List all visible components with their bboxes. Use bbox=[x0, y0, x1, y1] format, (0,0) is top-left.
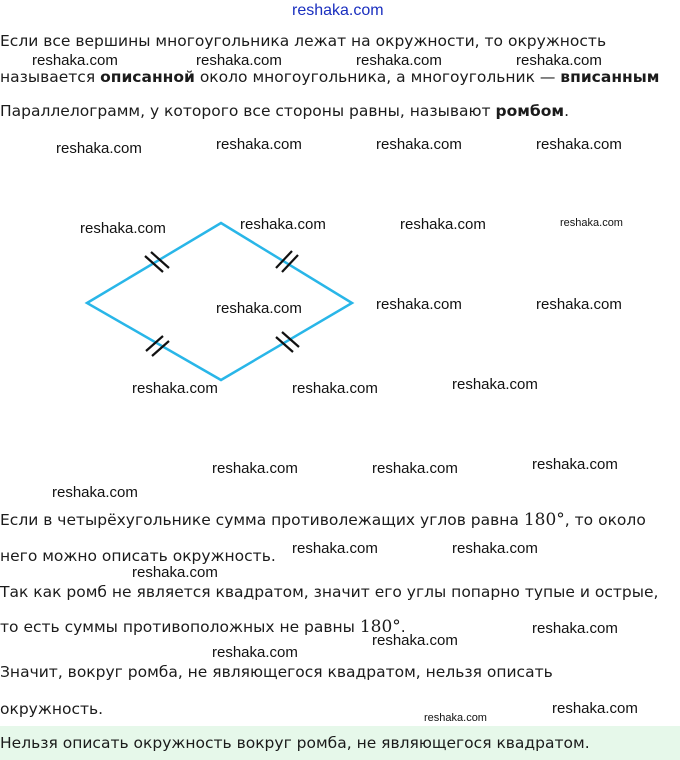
watermark: reshaka.com bbox=[372, 632, 458, 649]
solution-p1-line-2: него можно описать окружность. bbox=[0, 547, 276, 565]
watermark: reshaka.com bbox=[216, 136, 302, 153]
watermark: reshaka.com bbox=[560, 217, 623, 229]
watermark: reshaka.com bbox=[516, 52, 602, 69]
answer-banner: Нельзя описать окружность вокруг ромба, не являющегося квадратом. bbox=[0, 726, 680, 760]
watermark: reshaka.com bbox=[452, 540, 538, 557]
watermark: reshaka.com bbox=[212, 644, 298, 661]
watermark: reshaka.com bbox=[372, 460, 458, 477]
rhombus-definition: Параллелограмм, у которого все стороны равны, называют ромбом. bbox=[0, 102, 570, 120]
watermark: reshaka.com bbox=[56, 140, 142, 157]
watermark: reshaka.com bbox=[292, 380, 378, 397]
watermark: reshaka.com bbox=[132, 564, 218, 581]
solution-p2-line-2: то есть суммы противоположных не равны 180°. bbox=[0, 617, 406, 637]
term-inscribed: вписанным bbox=[560, 68, 660, 86]
watermark: reshaka.com bbox=[536, 296, 622, 313]
watermark: reshaka.com bbox=[32, 52, 118, 69]
watermark: reshaka.com bbox=[292, 2, 384, 19]
watermark: reshaka.com bbox=[532, 620, 618, 637]
solution-p3-line-2: окружность. bbox=[0, 700, 104, 718]
solution-p1-line-1: Если в четырёхугольнике сумма противолежащих углов равна 180°, то около bbox=[0, 510, 646, 530]
watermark: reshaka.com bbox=[216, 300, 302, 317]
watermark: reshaka.com bbox=[52, 484, 138, 501]
term-circumscribed: описанной bbox=[100, 68, 195, 86]
watermark: reshaka.com bbox=[292, 540, 378, 557]
watermark: reshaka.com bbox=[196, 52, 282, 69]
watermark: reshaka.com bbox=[536, 136, 622, 153]
watermark: reshaka.com bbox=[452, 376, 538, 393]
watermark: reshaka.com bbox=[376, 136, 462, 153]
angle-sum-value: 180° bbox=[359, 617, 401, 637]
watermark: reshaka.com bbox=[80, 220, 166, 237]
definition-line-1: Если все вершины многоугольника лежат на окружности, то окружность bbox=[0, 32, 607, 50]
watermark: reshaka.com bbox=[400, 216, 486, 233]
solution-p2-line-1: Так как ромб не является квадратом, значит его углы попарно тупые и острые, bbox=[0, 583, 659, 601]
watermark: reshaka.com bbox=[552, 700, 638, 717]
watermark: reshaka.com bbox=[132, 380, 218, 397]
watermark: reshaka.com bbox=[424, 712, 487, 724]
watermark: reshaka.com bbox=[240, 216, 326, 233]
term-rhombus: ромбом bbox=[495, 102, 565, 120]
watermark: reshaka.com bbox=[532, 456, 618, 473]
definition-line-2: называется описанной около многоугольника, а многоугольник — вписанным bbox=[0, 68, 660, 86]
angle-sum-value: 180° bbox=[523, 510, 565, 530]
watermark: reshaka.com bbox=[356, 52, 442, 69]
watermark: reshaka.com bbox=[212, 460, 298, 477]
watermark: reshaka.com bbox=[376, 296, 462, 313]
solution-p3-line-1: Значит, вокруг ромба, не являющегося квадратом, нельзя описать bbox=[0, 663, 553, 681]
